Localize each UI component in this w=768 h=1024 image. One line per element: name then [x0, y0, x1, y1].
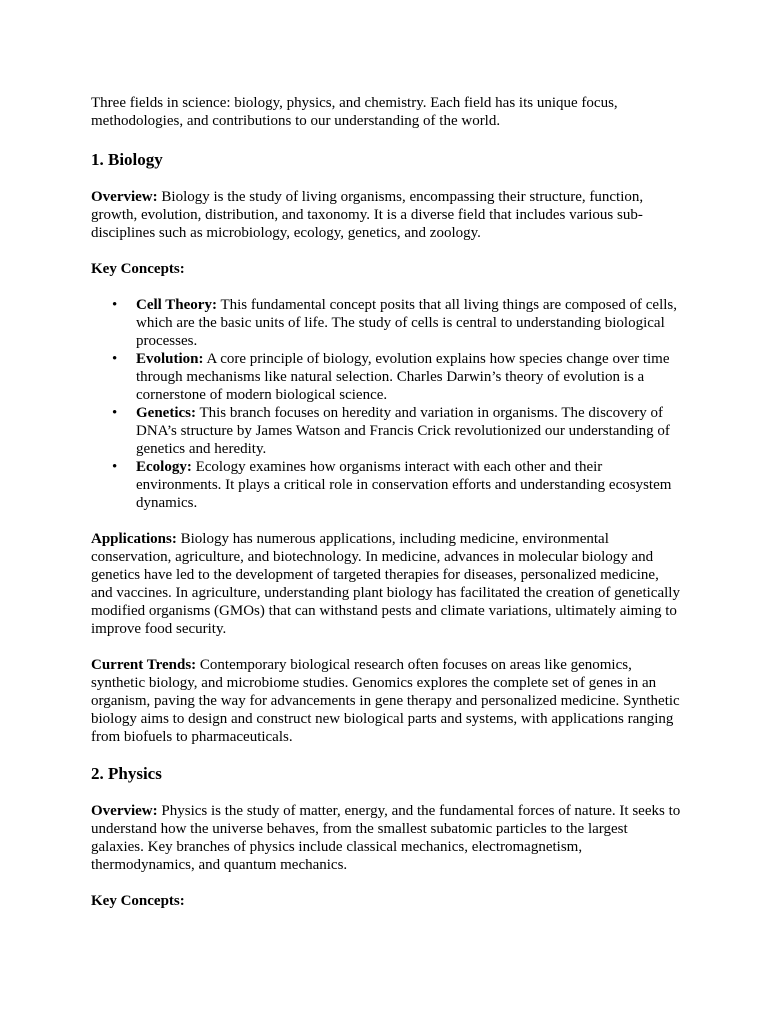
biology-current-trends: [91, 656, 681, 746]
bullet-icon: •: [112, 405, 118, 421]
biology-trends-label: Current Trends:: [91, 657, 197, 673]
biology-applications-label: Applications:: [91, 531, 177, 547]
concept-text: This branch focuses on heredity and variation in organisms. The discovery of DNA’s structure by James Watson and Francis Crick revolutionized our understanding of genetics and heredity.: [136, 405, 670, 457]
biology-applications: [91, 530, 681, 638]
physics-key-concepts-label: Key Concepts:: [91, 893, 185, 909]
physics-overview: [91, 802, 681, 874]
physics-overview-text: Physics is the study of matter, energy, and the fundamental forces of nature. It seeks to understand how the universe behaves, from the smallest subatomic particles to the largest galaxies. Key branches of physics include classical mechanics, electromagnetism, thermodynamics, and quantum mechanics.: [91, 803, 681, 873]
bullet-icon: •: [112, 351, 118, 367]
intro-paragraph: Three fields in science: biology, physics, and chemistry. Each field has its unique focus, methodologies, and contributions to our understanding of the world.: [91, 95, 618, 129]
list-item: [112, 458, 681, 512]
biology-overview-label: Overview:: [91, 189, 158, 205]
bullet-icon: •: [112, 459, 118, 475]
biology-key-concepts-list: [91, 296, 681, 512]
list-item: [112, 296, 681, 350]
concept-label: Genetics:: [136, 405, 196, 421]
concept-label: Evolution:: [136, 351, 204, 367]
biology-trends-text: Contemporary biological research often focuses on areas like genomics, synthetic biology, and microbiome studies. Genomics explores the complete set of genes in an organism, paving the way for advancements in gene therapy and personalized medicine. Synthetic biology aims to design and construct new biological parts and systems, with applications ranging from biofuels to pharmaceuticals.: [91, 657, 680, 745]
biology-key-concepts-label: Key Concepts:: [91, 261, 185, 277]
biology-overview-text: Biology is the study of living organisms, encompassing their structure, function, growth, evolution, distribution, and taxonomy. It is a diverse field that includes various sub-disciplines such as microbiology, ecology, genetics, and zoology.: [91, 189, 644, 241]
concept-label: Ecology:: [136, 459, 192, 475]
physics-overview-label: Overview:: [91, 803, 158, 819]
concept-label: Cell Theory:: [136, 297, 217, 313]
list-item: [112, 350, 681, 404]
concept-text: This fundamental concept posits that all living things are composed of cells, which are the basic units of life. The study of cells is central to understanding biological processes.: [136, 297, 678, 349]
concept-text: A core principle of biology, evolution explains how species change over time through mechanisms like natural selection. Charles Darwin’s theory of evolution is a cornerstone of modern biological science.: [136, 351, 670, 403]
concept-text: Ecology examines how organisms interact with each other and their environments. It plays a critical role in conservation efforts and understanding ecosystem dynamics.: [136, 459, 672, 511]
bullet-icon: •: [112, 297, 118, 313]
physics-heading: 2. Physics: [91, 764, 162, 783]
document-page: [91, 94, 681, 928]
biology-heading: 1. Biology: [91, 150, 163, 169]
biology-applications-text: Biology has numerous applications, including medicine, environmental conservation, agriculture, and biotechnology. In medicine, advances in molecular biology and genetics have led to the development of targeted therapies for diseases, personalized medicine, and vaccines. In agriculture, understanding plant biology has facilitated the creation of genetically modified organisms (GMOs) that can withstand pests and climate variations, ultimately aiming to improve food security.: [91, 531, 680, 637]
biology-overview: [91, 188, 681, 242]
list-item: [112, 404, 681, 458]
